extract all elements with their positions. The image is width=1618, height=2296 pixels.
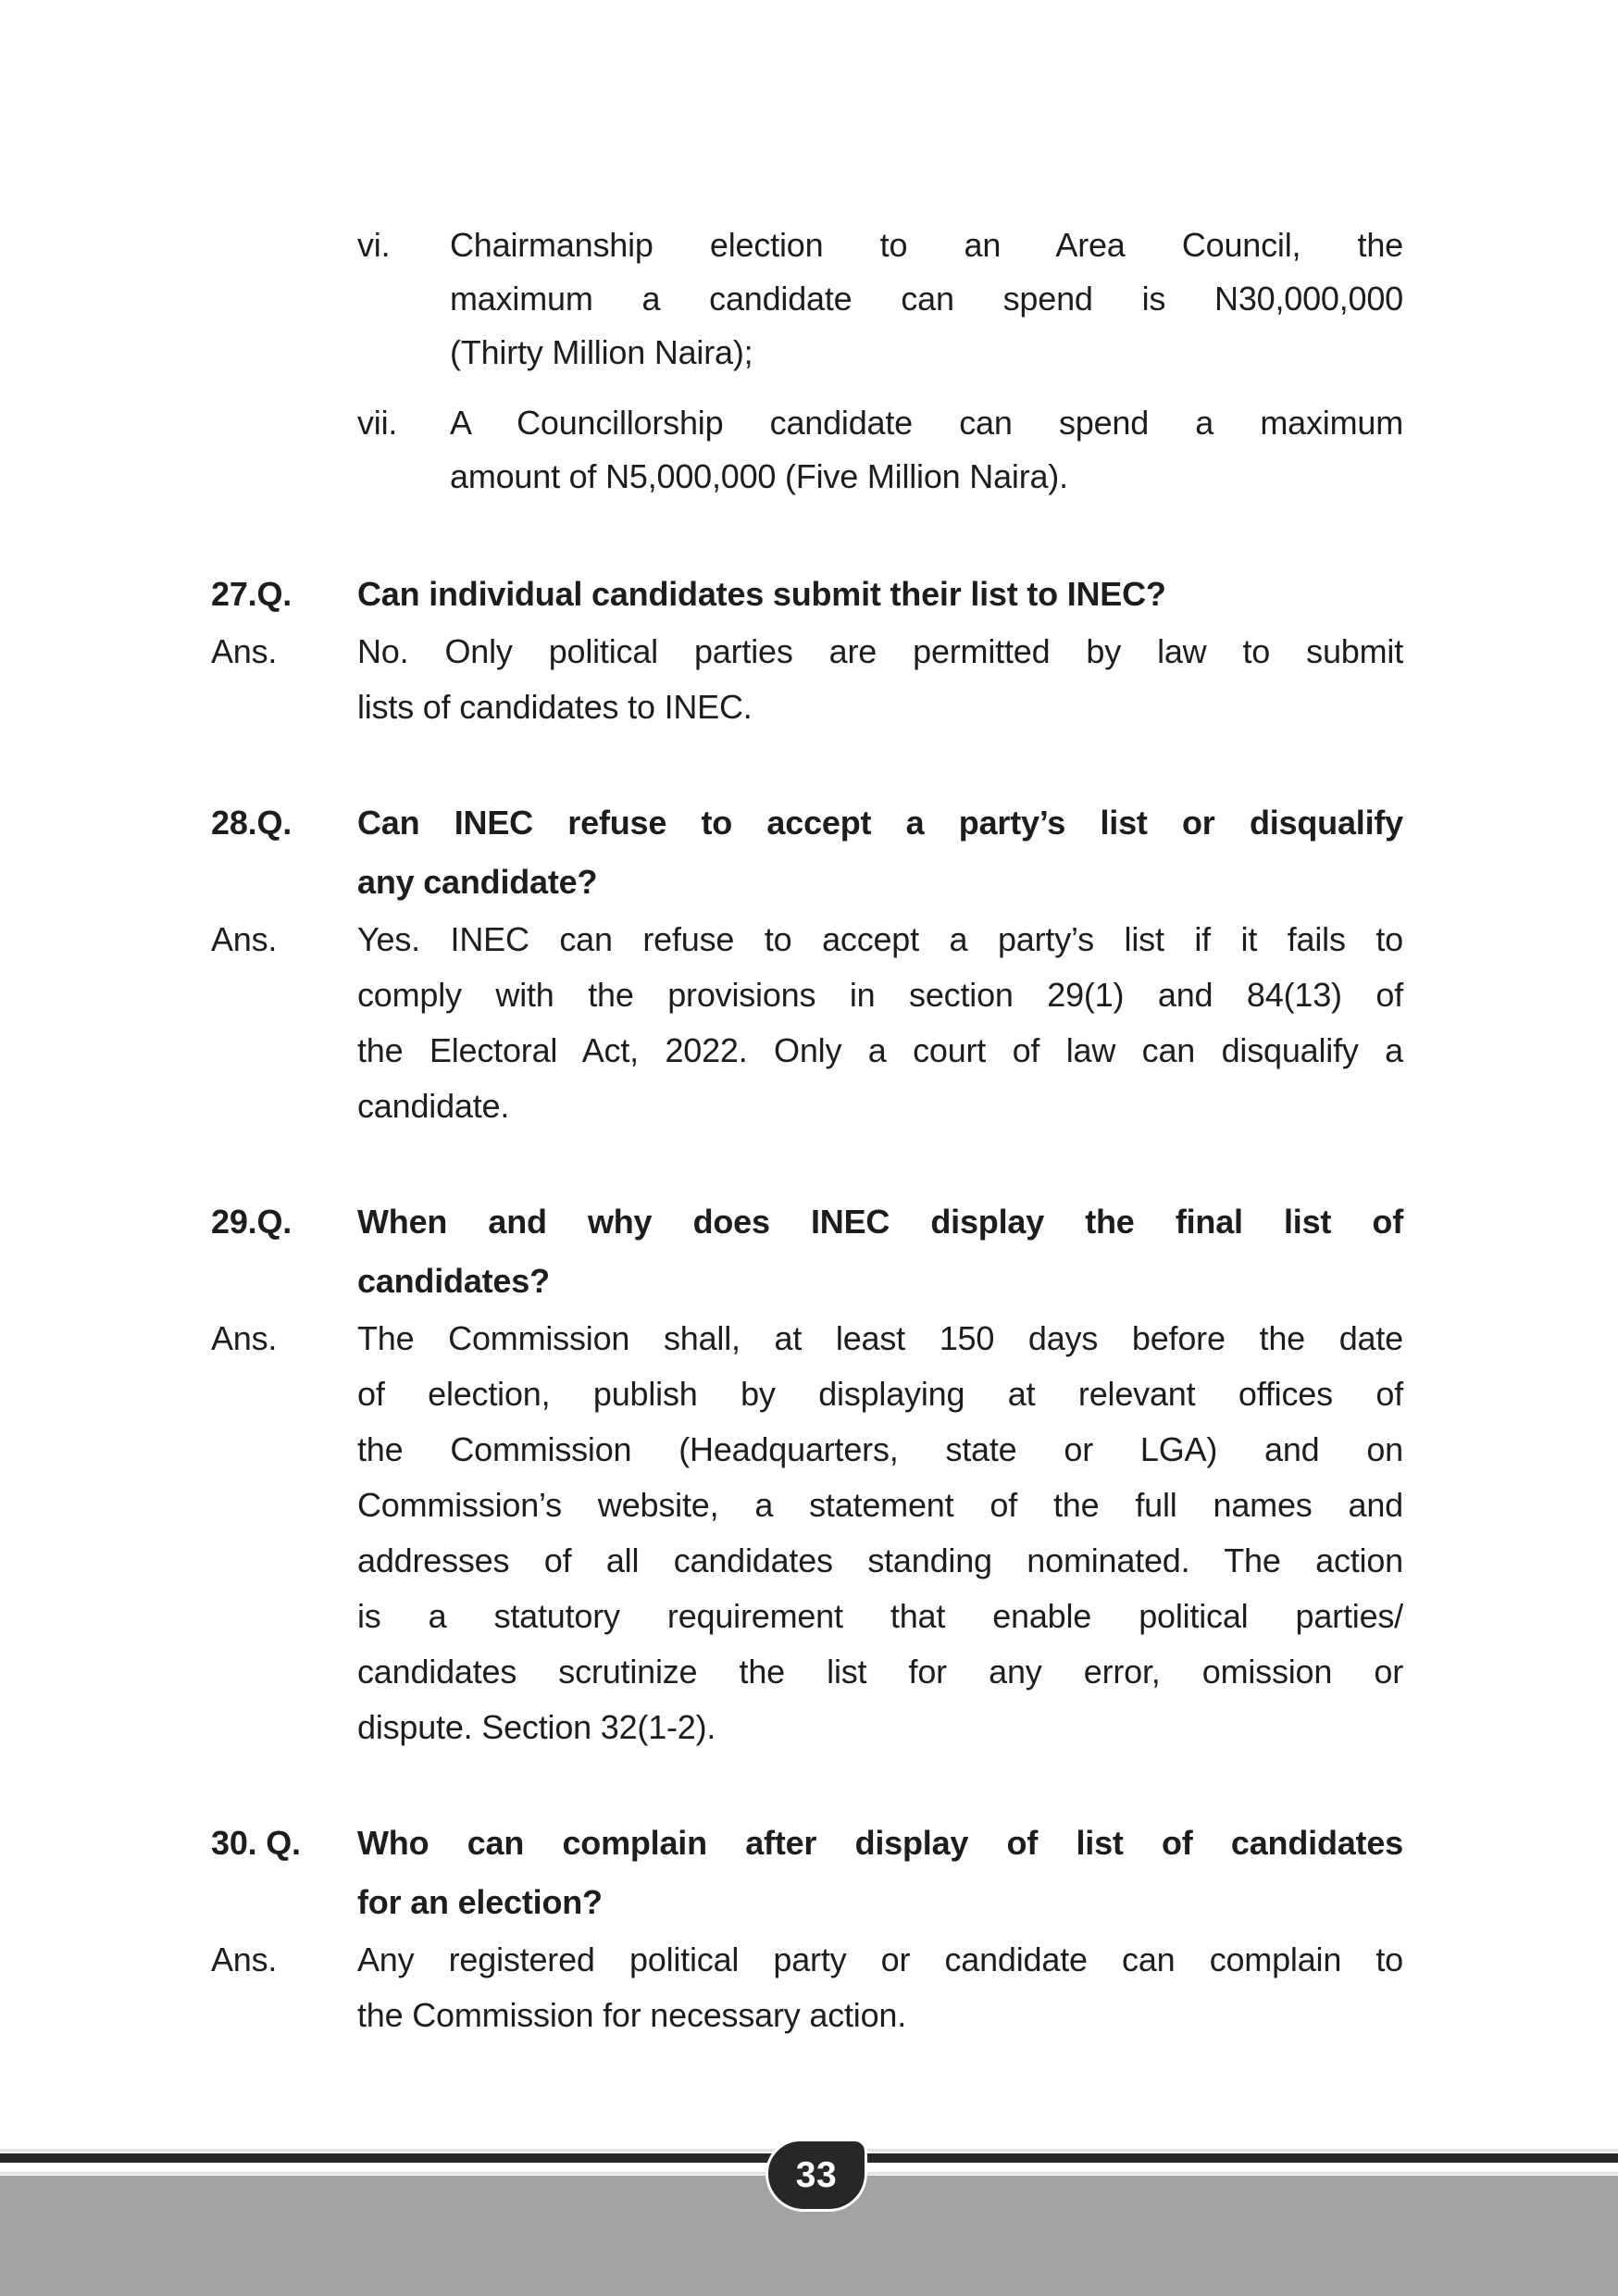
text-line: Yes. INEC can refuse to accept a party’s list if it fails to bbox=[357, 920, 1403, 958]
question-number: 29.Q. bbox=[211, 1203, 292, 1241]
question-number: 28.Q. bbox=[211, 804, 292, 842]
question-text bbox=[357, 793, 1403, 912]
list-marker: vi. bbox=[357, 226, 391, 264]
question-text bbox=[357, 1192, 1403, 1311]
text-line: Can individual candidates submit their list to INEC? bbox=[357, 575, 1166, 613]
text-line: (Thirty Million Naira); bbox=[450, 333, 753, 371]
text-line: lists of candidates to INEC. bbox=[357, 688, 753, 726]
qa-item-29 bbox=[211, 1192, 1403, 1755]
text-line: Can INEC refuse to accept a party’s list or disqualify bbox=[357, 804, 1403, 842]
qa-item-30 bbox=[211, 1814, 1403, 2043]
text-line: any candidate? bbox=[357, 863, 598, 901]
roman-list bbox=[357, 218, 1403, 504]
qa-item-28 bbox=[211, 793, 1403, 1134]
text-line: for an election? bbox=[357, 1883, 603, 1921]
text-line: the Commission (Headquarters, state or LGA) and on bbox=[357, 1430, 1403, 1468]
list-item-text bbox=[450, 396, 1403, 504]
text-line: maximum a candidate can spend is N30,000,000 bbox=[450, 280, 1403, 318]
list-item-vii bbox=[357, 396, 1403, 504]
text-line: the Electoral Act, 2022. Only a court of law can disqualify a bbox=[357, 1031, 1403, 1069]
text-line: Commission’s website, a statement of the full names and bbox=[357, 1486, 1403, 1524]
qa-item-27 bbox=[211, 565, 1403, 735]
answer-text bbox=[357, 1311, 1403, 1755]
answer-text bbox=[357, 624, 1403, 735]
answer-text bbox=[357, 1932, 1403, 2043]
text-line: candidate. bbox=[357, 1087, 510, 1125]
question-text bbox=[357, 1814, 1403, 1932]
answer-label: Ans. bbox=[211, 632, 278, 670]
text-line: No. Only political parties are permitted by law to submit bbox=[357, 632, 1403, 670]
text-line: the Commission for necessary action. bbox=[357, 1996, 907, 2034]
text-line: candidates scrutinize the list for any error, omission or bbox=[357, 1653, 1403, 1691]
list-item-vi bbox=[357, 218, 1403, 380]
text-line: Any registered political party or candidate can complain to bbox=[357, 1940, 1403, 1978]
text-line: The Commission shall, at least 150 days before the date bbox=[357, 1319, 1403, 1357]
page-number: 33 bbox=[795, 2154, 838, 2195]
answer-label: Ans. bbox=[211, 1940, 278, 1978]
page-number-badge bbox=[765, 2139, 867, 2212]
answer-label: Ans. bbox=[211, 920, 278, 958]
question-number: 27.Q. bbox=[211, 575, 292, 613]
text-line: addresses of all candidates standing nominated. The action bbox=[357, 1541, 1403, 1579]
page-content bbox=[211, 218, 1403, 2043]
question-number: 30. Q. bbox=[211, 1824, 301, 1862]
list-item-text bbox=[450, 218, 1403, 380]
text-line: Who can complain after display of list of candidates bbox=[357, 1824, 1403, 1862]
text-line: comply with the provisions in section 29(1) and 84(13) of bbox=[357, 976, 1403, 1014]
list-marker: vii. bbox=[357, 404, 398, 442]
text-line: dispute. Section 32(1-2). bbox=[357, 1708, 716, 1746]
text-line: is a statutory requirement that enable political parties/ bbox=[357, 1597, 1403, 1635]
question-text bbox=[357, 565, 1403, 624]
text-line: of election, publish by displaying at relevant offices of bbox=[357, 1375, 1403, 1413]
text-line: When and why does INEC display the final list of bbox=[357, 1203, 1403, 1241]
answer-label: Ans. bbox=[211, 1319, 278, 1357]
text-line: candidates? bbox=[357, 1262, 550, 1300]
text-line: Chairmanship election to an Area Council, the bbox=[450, 226, 1403, 264]
text-line: A Councillorship candidate can spend a maximum bbox=[450, 404, 1403, 442]
answer-text bbox=[357, 912, 1403, 1134]
text-line: amount of N5,000,000 (Five Million Naira). bbox=[450, 457, 1068, 495]
